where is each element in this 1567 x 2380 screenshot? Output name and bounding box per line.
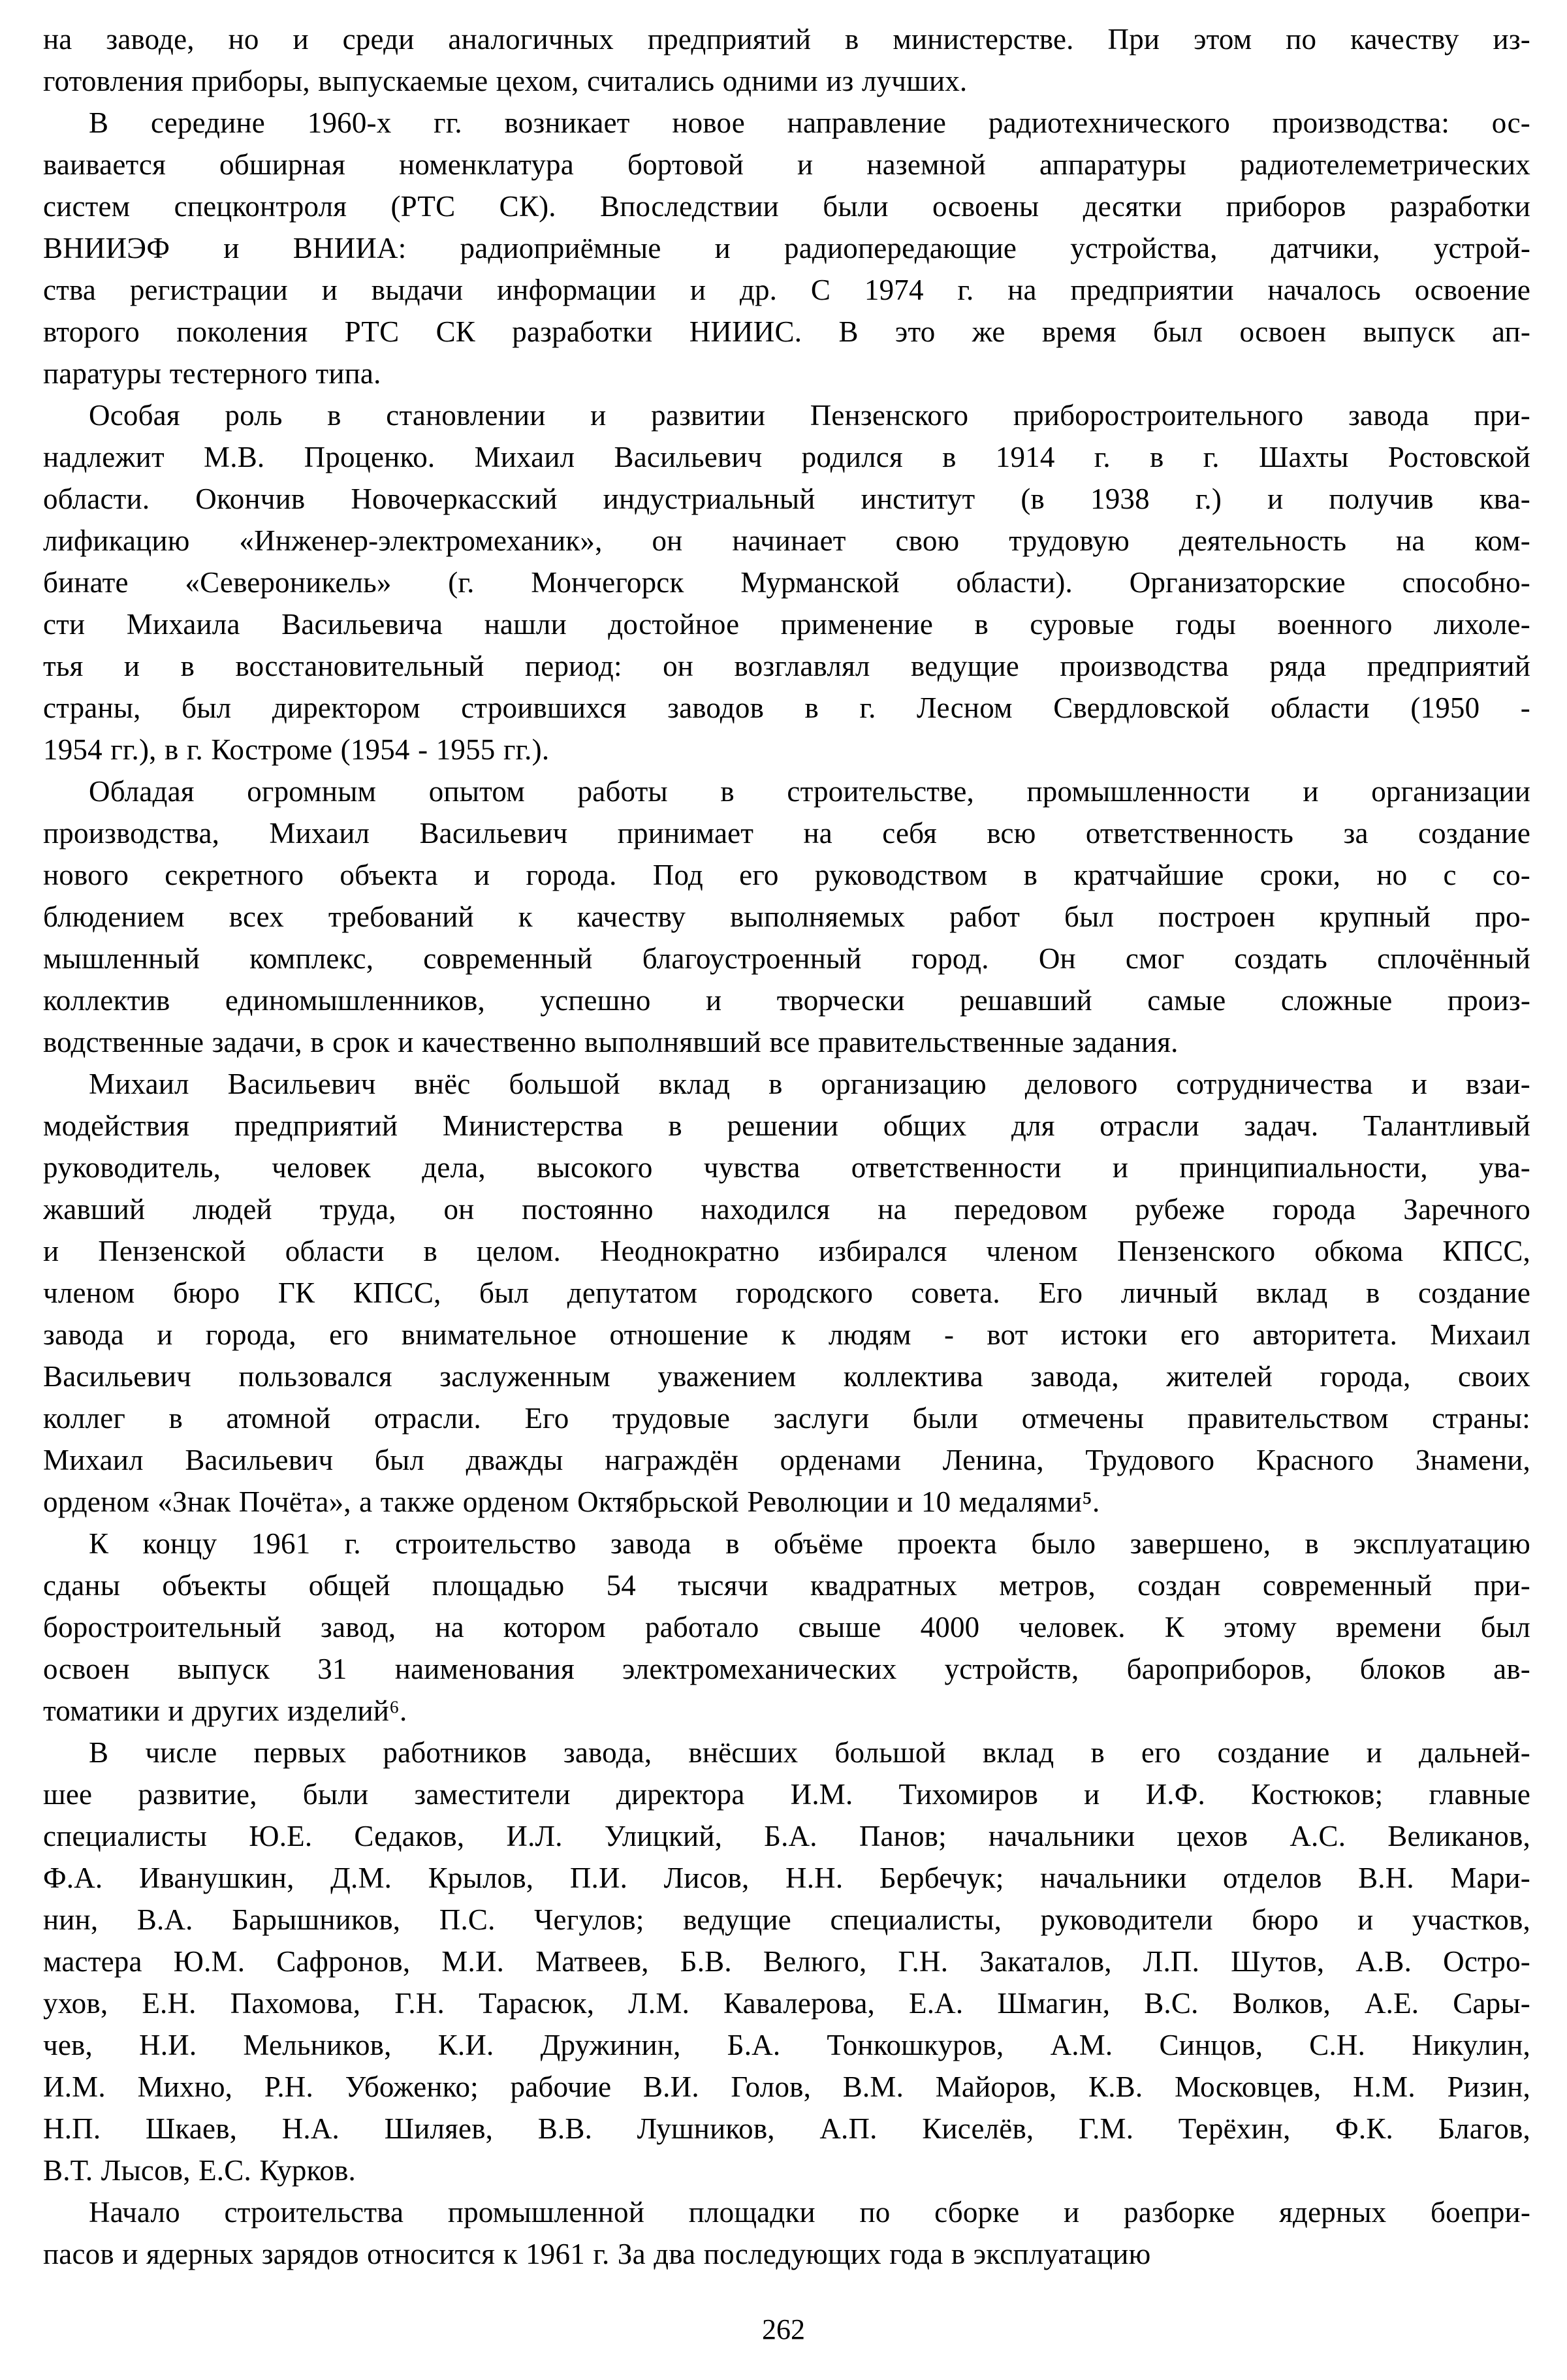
- text-line: Михаил Васильевич был дважды награждён орденами Ленина, Трудового Красного Знамени,: [43, 1444, 1530, 1476]
- text-line: ухов, Е.Н. Пахомова, Г.Н. Тарасюк, Л.М. Кавалерова, Е.А. Шмагин, В.С. Волков, А.Е. Сары-: [43, 1987, 1530, 2020]
- page-footer: [0, 2311, 1567, 2348]
- text-line: Васильевич пользовался заслуженным уважением коллектива завода, жителей города, своих: [43, 1360, 1530, 1393]
- text-line: модействия предприятий Министерства в решении общих для отрасли задач. Талантливый: [43, 1109, 1530, 1142]
- text-line: Обладая огромным опытом работы в строительстве, промышленности и организации: [89, 775, 1530, 808]
- text-line: лификацию «Инженер-электромеханик», он начинает свою трудовую деятельность на ком-: [43, 524, 1530, 557]
- text-line: шее развитие, были заместители директора И.М. Тихомиров и И.Ф. Костюков; главные: [43, 1778, 1530, 1811]
- text-line: паратуры тестерного типа.: [43, 357, 381, 390]
- text-line: и Пензенской области в целом. Неоднократно избирался членом Пензенского обкома КПСС,: [43, 1235, 1530, 1267]
- text-line: освоен выпуск 31 наименования электромеханических устройств, бароприборов, блоков ав-: [43, 1653, 1530, 1685]
- text-line: К концу 1961 г. строительство завода в объёме проекта было завершено, в эксплуатацию: [89, 1527, 1530, 1560]
- text-line: области. Окончив Новочеркасский индустриальный институт (в 1938 г.) и получив ква-: [43, 483, 1530, 515]
- text-line: систем спецконтроля (РТС СК). Впоследствии были освоены десятки приборов разработки: [43, 190, 1530, 223]
- text-line: ства регистрации и выдачи информации и др. С 1974 г. на предприятии началось освоение: [43, 274, 1530, 306]
- text-line: страны, был директором строившихся заводов в г. Лесном Свердловской области (1950 -: [43, 691, 1530, 724]
- text-line: производства, Михаил Васильевич принимает на себя всю ответственность за создание: [43, 817, 1530, 849]
- text-line: специалисты Ю.Е. Седаков, И.Л. Улицкий, Б.А. Панов; начальники цехов А.С. Великанов,: [43, 1820, 1530, 1852]
- text-line: томатики и других изделий⁶.: [43, 1694, 407, 1727]
- page-text: [43, 18, 1530, 2275]
- text-line: готовления приборы, выпускаемые цехом, считались одними из лучших.: [43, 65, 968, 97]
- text-line: тья и в восстановительный период: он возглавлял ведущие производства ряда предприятий: [43, 650, 1530, 682]
- text-line: 1954 гг.), в г. Костроме (1954 - 1955 гг.).: [43, 733, 550, 766]
- text-line: надлежит М.В. Проценко. Михаил Васильевич родился в 1914 г. в г. Шахты Ростовской: [43, 441, 1530, 473]
- text-line: Н.П. Шкаев, Н.А. Шиляев, В.В. Лушников, А.П. Киселёв, Г.М. Терёхин, Ф.К. Благов,: [43, 2112, 1530, 2145]
- text-line: сданы объекты общей площадью 54 тысячи квадратных метров, создан современный при-: [43, 1569, 1530, 1602]
- text-line: Ф.А. Иванушкин, Д.М. Крылов, П.И. Лисов, Н.Н. Бербечук; начальники отделов В.Н. Мари-: [43, 1862, 1530, 1894]
- text-line: Михаил Васильевич внёс большой вклад в организацию делового сотрудничества и взаи-: [89, 1068, 1530, 1100]
- text-line: блюдением всех требований к качеству выполняемых работ был построен крупный про-: [43, 900, 1530, 933]
- text-line: водственные задачи, в срок и качественно выполнявший все правительственные задания.: [43, 1026, 1179, 1058]
- text-line: Особая роль в становлении и развитии Пензенского приборостроительного завода при-: [89, 399, 1530, 432]
- text-line: нин, В.А. Барышников, П.С. Чегулов; ведущие специалисты, руководители бюро и участков,: [43, 1903, 1530, 1936]
- text-line: пасов и ядерных зарядов относится к 1961 г. За два последующих года в эксплуатацию: [43, 2238, 1151, 2270]
- text-line: нового секретного объекта и города. Под его руководством в кратчайшие сроки, но с со-: [43, 859, 1530, 891]
- text-line: коллектив единомышленников, успешно и творчески решавший самые сложные произ-: [43, 984, 1530, 1017]
- text-line: И.М. Михно, Р.Н. Убоженко; рабочие В.И. Голов, В.М. Майоров, К.В. Московцев, Н.М. Ризин,: [43, 2071, 1530, 2103]
- text-line: чев, Н.И. Мельников, К.И. Дружинин, Б.А. Тонкошкуров, А.М. Синцов, С.Н. Никулин,: [43, 2029, 1530, 2061]
- text-line: второго поколения РТС СК разработки НИИИС. В это же время был освоен выпуск ап-: [43, 315, 1530, 348]
- text-line: на заводе, но и среди аналогичных предприятий в министерстве. При этом по качеству из-: [43, 23, 1530, 56]
- text-line: коллег в атомной отрасли. Его трудовые заслуги были отмечены правительством страны:: [43, 1402, 1530, 1435]
- text-line: руководитель, человек дела, высокого чувства ответственности и принципиальности, ува-: [43, 1151, 1530, 1184]
- text-line: В.Т. Лысов, Е.С. Курков.: [43, 2154, 356, 2187]
- text-line: жавший людей труда, он постоянно находился на передовом рубеже города Заречного: [43, 1193, 1530, 1226]
- text-line: сти Михаила Васильевича нашли достойное применение в суровые годы военного лихоле-: [43, 608, 1530, 641]
- text-line: орденом «Знак Почёта», а также орденом Октябрьской Революции и 10 медалями⁵.: [43, 1485, 1100, 1518]
- text-line: ваивается обширная номенклатура бортовой и наземной аппаратуры радиотелеметрических: [43, 148, 1530, 181]
- text-line: завода и города, его внимательное отношение к людям - вот истоки его авторитета. Михаил: [43, 1318, 1530, 1351]
- text-line: мастера Ю.М. Сафронов, М.И. Матвеев, Б.В. Велюго, Г.Н. Закаталов, Л.П. Шутов, А.В. Остро-: [43, 1945, 1530, 1978]
- text-line: ВНИИЭФ и ВНИИА: радиоприёмные и радиопередающие устройства, датчики, устрой-: [43, 232, 1530, 264]
- text-line: Начало строительства промышленной площадки по сборке и разборке ядерных боепри-: [89, 2196, 1530, 2229]
- text-line: мышленный комплекс, современный благоустроенный город. Он смог создать сплочённый: [43, 942, 1530, 975]
- page-number: 262: [762, 2313, 805, 2345]
- text-line: членом бюро ГК КПСС, был депутатом городского совета. Его личный вклад в создание: [43, 1277, 1530, 1309]
- text-line: боростроительный завод, на котором работало свыше 4000 человек. К этому времени был: [43, 1611, 1530, 1643]
- text-line: В середине 1960-х гг. возникает новое направление радиотехнического производства: ос-: [89, 106, 1530, 139]
- text-line: бинате «Североникель» (г. Мончегорск Мурманской области). Организаторские способно-: [43, 566, 1530, 599]
- text-line: В числе первых работников завода, внёсших большой вклад в его создание и дальней-: [89, 1736, 1530, 1769]
